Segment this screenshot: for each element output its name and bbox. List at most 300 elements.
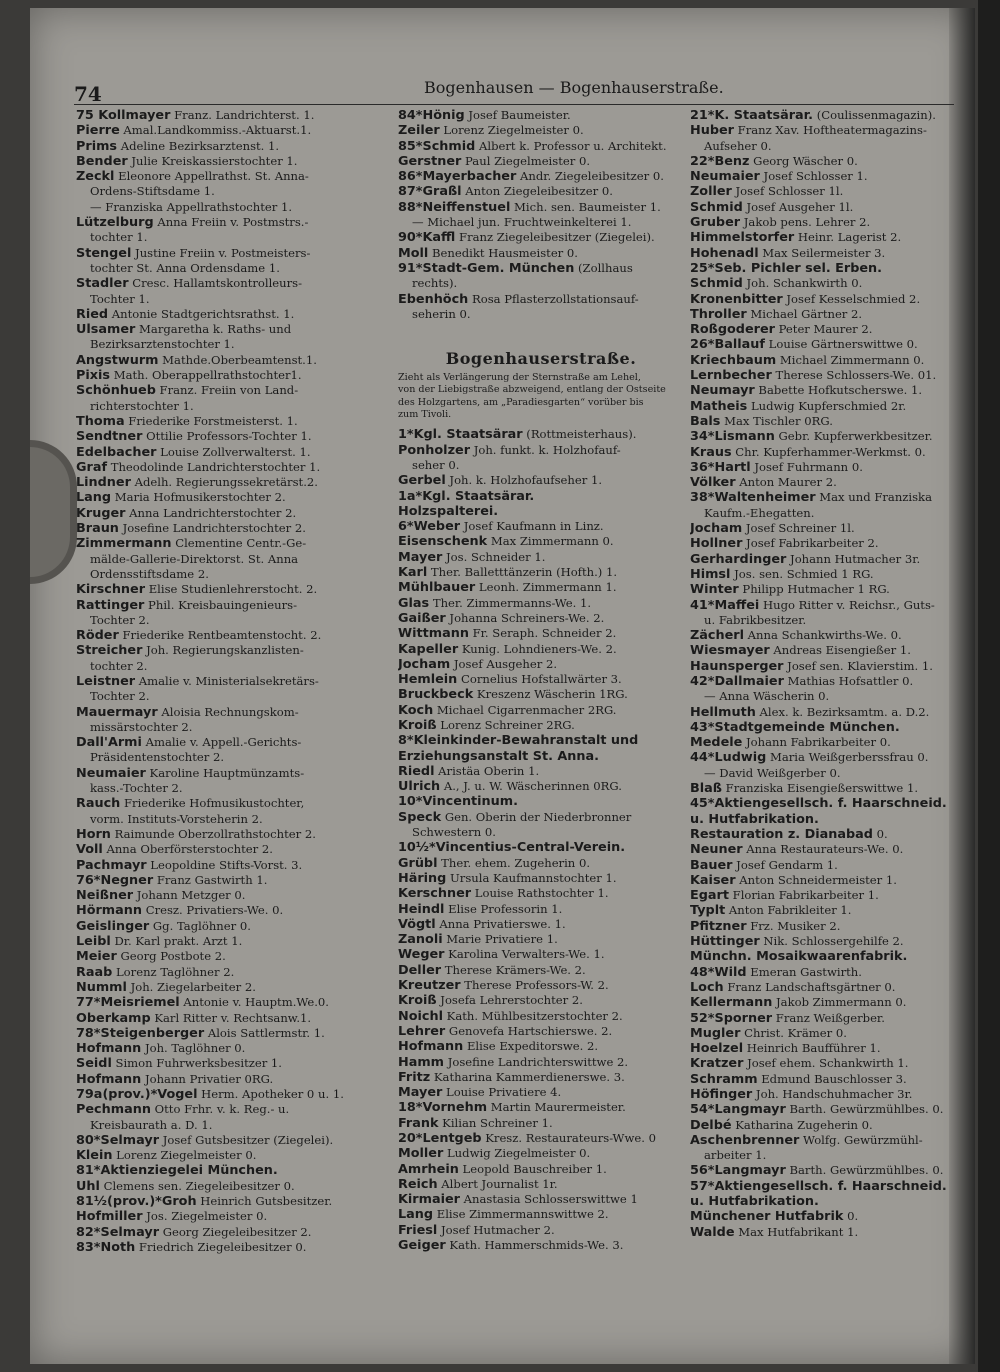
entry-name: Zimmermann: [76, 536, 172, 552]
entry-name: Pierre: [76, 123, 120, 139]
entry-name: 43*Stadtgemeinde München.: [690, 719, 900, 735]
entry-detail: Gen. Oberin der Niederbronner: [441, 809, 632, 824]
directory-entry: [398, 200, 684, 215]
entry-name: Jocham: [398, 656, 451, 672]
entry-name: Zoller: [690, 184, 732, 200]
directory-entry: [398, 886, 684, 901]
entry-detail: arbeiter 1.: [704, 1148, 767, 1163]
directory-entry: [690, 1072, 958, 1087]
directory-entry: [76, 1118, 394, 1133]
entry-detail: Josef Schlosser 1.: [759, 169, 868, 184]
entry-name: Mayer: [398, 1085, 443, 1101]
entry-detail: Alois Sattlermstr. 1.: [204, 1025, 325, 1040]
entry-detail: Rosa Pflasterzollstationsauf-: [468, 291, 639, 306]
entry-name: Ebenhöch: [398, 291, 469, 307]
entry-name: Schmid: [690, 199, 743, 215]
entry-detail: Anastasia Schlosserswittwe 1: [459, 1192, 638, 1207]
directory-entry: [76, 643, 394, 658]
entry-detail: Louise Rathstochter 1.: [471, 886, 609, 901]
entry-name: Moller: [398, 1146, 444, 1162]
directory-entry: [76, 766, 394, 781]
entry-name: 8*Kleinkinder-Bewahranstalt und: [398, 733, 639, 749]
entry-name: Gerhardinger: [690, 551, 787, 567]
directory-entry: [398, 550, 684, 565]
entry-detail: Josefine Landrichterswittwe 2.: [444, 1054, 629, 1069]
directory-entry: [398, 963, 684, 978]
entry-name: Matheis: [690, 398, 748, 414]
entry-detail: Joh. Regierungskanzlisten-: [142, 643, 304, 658]
running-head: Bogenhausen — Bogenhauserstraße.: [424, 78, 724, 97]
entry-detail: Lorenz Taglöhner 2.: [112, 964, 235, 979]
directory-entry: [398, 947, 684, 962]
entry-detail: Heinr. Lagerist 2.: [794, 230, 902, 245]
entry-detail: Frz. Musiker 2.: [746, 918, 841, 933]
entry-name: 26*Ballauf: [690, 337, 765, 353]
entry-name: Hemlein: [398, 672, 458, 688]
directory-entry: [690, 903, 958, 918]
entry-name: 38*Waltenheimer: [690, 490, 816, 506]
entry-detail: Philipp Hutmacher 1 RG.: [738, 582, 890, 597]
entry-name: Wittmann: [398, 626, 469, 642]
directory-entry: [398, 703, 684, 718]
directory-entry: [690, 475, 958, 490]
entry-name: 88*Neiffenstuel: [398, 199, 511, 215]
directory-entry: [398, 154, 684, 169]
entry-detail: Chr. Kupferhammer-Werkmst. 0.: [731, 444, 926, 459]
entry-detail: Josefa Lehrerstochter 2.: [436, 993, 583, 1008]
directory-entry: [76, 873, 394, 888]
entry-detail: Cresz. Privatiers-We. 0.: [142, 903, 284, 918]
entry-detail: Ursula Kaufmannstochter 1.: [446, 870, 617, 885]
entry-detail: Amalie v. Ministerialsekretärs-: [135, 673, 319, 688]
entry-detail: (Rottmeisterhaus).: [522, 427, 637, 442]
directory-entry: [690, 429, 958, 444]
directory-entry: [690, 567, 958, 582]
directory-entry: [398, 825, 684, 840]
directory-entry: [398, 779, 684, 794]
directory-entry: [690, 521, 958, 536]
entry-name: Ulsamer: [76, 322, 136, 338]
directory-entry: [690, 169, 958, 184]
entry-detail: Jos. sen. Schmied 1 RG.: [730, 566, 874, 581]
entry-detail: Lorenz Ziegelmeister 0.: [439, 123, 584, 138]
entry-name: 22*Benz: [690, 153, 750, 169]
entry-detail: 0.: [872, 826, 888, 841]
entry-name: 86*Mayerbacher: [398, 169, 517, 185]
entry-name: Kraus: [690, 444, 732, 460]
entry-detail: Franz Gastwirth 1.: [153, 872, 268, 887]
entry-detail: Lorenz Ziegelmeister 0.: [112, 1148, 257, 1163]
directory-entry: [76, 1133, 394, 1148]
entry-detail: Josef ehem. Schankwirth 1.: [743, 1056, 909, 1071]
directory-entry: [398, 1055, 684, 1070]
entry-detail: Michael Cigarrenmacher 2RG.: [433, 702, 617, 717]
entry-detail: Genovefa Hartschierswe. 2.: [445, 1023, 613, 1038]
entry-name: Heindl: [398, 901, 445, 917]
street-description: des Holzgartens, am „Paradiesgarten“ vorüber bis: [398, 396, 644, 408]
directory-entry: [76, 368, 394, 383]
directory-entry: [690, 1118, 958, 1133]
entry-name: Ponholzer: [398, 442, 471, 458]
directory-entry: [76, 184, 394, 199]
entry-name: Kronenbitter: [690, 291, 783, 307]
directory-entry: [398, 169, 684, 184]
entry-detail: Amal.Landkommiss.-Aktuarst.1.: [119, 123, 312, 138]
directory-entry: [76, 261, 394, 276]
entry-detail: Gebr. Kupferwerkbesitzer.: [774, 429, 933, 444]
entry-name: Hofmann: [398, 1039, 464, 1055]
directory-entry: [398, 292, 684, 307]
directory-entry: [76, 582, 394, 597]
directory-entry: [398, 1238, 684, 1253]
directory-entry: [690, 307, 958, 322]
directory-entry: [398, 810, 684, 825]
entry-detail: Math. Oberappellrathstochter1.: [110, 368, 302, 383]
entry-detail: — Michael jun. Fruchtweinkelterei 1.: [412, 215, 632, 230]
entry-detail: Edmund Bauschlosser 3.: [757, 1071, 907, 1086]
entry-name: Restauration z. Dianabad: [690, 826, 873, 842]
directory-entry: [76, 1179, 394, 1194]
entry-detail: Kreszenz Wäscherin 1RG.: [473, 687, 628, 702]
entry-detail: Kilian Schreiner 1.: [438, 1115, 553, 1130]
entry-name: 57*Aktiengesellsch. f. Haarschneid.: [690, 1178, 947, 1194]
directory-entry: [398, 794, 684, 809]
entry-name: Mugler: [690, 1025, 741, 1041]
directory-entry: [76, 506, 394, 521]
entry-detail: Kreisbaurath a. D. 1.: [90, 1117, 213, 1132]
directory-entry: [398, 611, 684, 626]
entry-name: Ulrich: [398, 779, 441, 795]
entry-detail: Kath. Hammerschmids-We. 3.: [445, 1238, 624, 1253]
entry-name: 1*Kgl. Staatsärar: [398, 427, 523, 443]
entry-detail: Aufseher 0.: [704, 138, 772, 153]
entry-name: Ried: [76, 306, 109, 322]
entry-name: Zanoli: [398, 932, 443, 948]
street-description: von der Liebigstraße abzweigend, entlang der Ostseite: [398, 384, 666, 396]
entry-name: Neuner: [690, 842, 743, 858]
directory-entry: [76, 842, 394, 857]
entry-name: Zächerl: [690, 628, 744, 644]
entry-name: 41*Maffei: [690, 597, 760, 613]
entry-name: Gruber: [690, 215, 741, 231]
directory-entry: [76, 1011, 394, 1026]
entry-detail: Cornelius Hofstallwärter 3.: [457, 672, 622, 687]
directory-entry: [690, 108, 958, 123]
entry-detail: Benedikt Hausmeister 0.: [428, 245, 578, 260]
directory-entry: [76, 720, 394, 735]
directory-entry: [76, 888, 394, 903]
directory-entry: [398, 123, 684, 138]
directory-entry: [398, 1116, 684, 1131]
directory-entry: [690, 965, 958, 980]
entry-name: Noichl: [398, 1008, 443, 1024]
entry-detail: Johann Hutmacher 3r.: [786, 551, 921, 566]
entry-detail: Heinrich Gutsbesitzer.: [196, 1194, 333, 1209]
entry-name: Kellermann: [690, 995, 773, 1011]
directory-entry: [398, 1100, 684, 1115]
column-2: [398, 108, 684, 1253]
entry-name: Mayer: [398, 549, 443, 565]
entry-detail: Anton Ziegeleibesitzer 0.: [461, 184, 613, 199]
entry-detail: Josef Kesselschmied 2.: [782, 291, 921, 306]
entry-detail: Johann Metzger 0.: [133, 888, 246, 903]
directory-entry: [690, 1011, 958, 1026]
entry-name: Bender: [76, 153, 128, 169]
directory-entry: [398, 1146, 684, 1161]
directory-entry: [690, 445, 958, 460]
directory-entry: [76, 858, 394, 873]
entry-detail: Hugo Ritter v. Reichsr., Guts-: [759, 597, 935, 612]
entry-name: 84*Hönig: [398, 108, 465, 123]
directory-entry: [690, 230, 958, 245]
entry-name: Münchn. Mosaikwaarenfabrik.: [690, 949, 908, 965]
entry-detail: Max und Franziska: [815, 490, 932, 505]
directory-entry: [398, 580, 684, 595]
entry-detail: Josef Ausgeher 2.: [450, 656, 558, 671]
entry-name: Deller: [398, 962, 442, 978]
entry-detail: Josef Kaufmann in Linz.: [460, 519, 604, 534]
entry-detail: Joh. Ziegelarbeiter 2.: [126, 979, 256, 994]
entry-name: Hohenadl: [690, 245, 759, 261]
entry-detail: Aristäa Oberin 1.: [434, 763, 540, 778]
entry-name: Klein: [76, 1148, 113, 1164]
entry-name: Gerstner: [398, 153, 462, 169]
entry-name: Pechmann: [76, 1102, 151, 1118]
entry-detail: Albert Journalist 1r.: [437, 1176, 558, 1191]
directory-entry: [398, 427, 684, 442]
directory-entry: [398, 1223, 684, 1238]
directory-entry: [398, 1131, 684, 1146]
directory-entry: [398, 902, 684, 917]
directory-entry: [690, 888, 958, 903]
entry-detail: Anton Schneidermeister 1.: [735, 872, 897, 887]
entry-detail: Fr. Seraph. Schneider 2.: [468, 626, 617, 641]
entry-detail: Anna Schankwirths-We. 0.: [744, 628, 902, 643]
entry-name: 6*Weber: [398, 519, 461, 535]
directory-entry: [398, 504, 684, 519]
directory-entry: [76, 735, 394, 750]
directory-entry: [76, 154, 394, 169]
directory-entry: [690, 1041, 958, 1056]
entry-detail: Andr. Ziegeleibesitzer 0.: [516, 169, 664, 184]
directory-entry: [690, 200, 958, 215]
entry-detail: Franz Ziegeleibesitzer (Ziegelei).: [455, 230, 655, 245]
entry-name: Zeckl: [76, 169, 115, 185]
entry-detail: Max Tischler 0RG.: [720, 413, 833, 428]
entry-name: Kapeller: [398, 641, 459, 657]
directory-entry: [690, 353, 958, 368]
entry-name: Wiesmayer: [690, 643, 770, 659]
entry-name: Streicher: [76, 643, 143, 659]
directory-entry: [690, 827, 958, 842]
entry-name: Prims: [76, 138, 118, 154]
column-1: [76, 108, 394, 1255]
entry-detail: Schwestern 0.: [412, 825, 496, 840]
entry-name: Schramm: [690, 1071, 758, 1087]
entry-name: Lang: [76, 490, 112, 506]
directory-entry: [398, 932, 684, 947]
directory-entry: [398, 871, 684, 886]
directory-entry: [398, 443, 684, 458]
entry-detail: kass.-Tochter 2.: [90, 781, 183, 796]
section-gap: [398, 322, 684, 346]
entry-name: Mühlbauer: [398, 580, 476, 596]
entry-detail: Karoline Hauptmünzamts-: [145, 765, 305, 780]
directory-entry: [690, 1194, 958, 1209]
entry-name: Friesl: [398, 1222, 438, 1238]
entry-name: Reich: [398, 1176, 438, 1192]
directory-entry: [690, 337, 958, 352]
entry-detail: Leopoldine Stifts-Vorst. 3.: [146, 857, 303, 872]
directory-entry: [690, 1209, 958, 1224]
entry-detail: Aloisia Rechnungskom-: [157, 704, 299, 719]
directory-entry: [398, 687, 684, 702]
entry-name: Koch: [398, 702, 434, 718]
directory-entry: [76, 903, 394, 918]
entry-name: 45*Aktiengesellsch. f. Haarschneid.: [690, 796, 947, 812]
entry-name: Fritz: [398, 1069, 431, 1085]
entry-name: Seidl: [76, 1056, 112, 1072]
entry-name: 42*Dallmaier: [690, 673, 784, 689]
entry-detail: Anna Freiin v. Postmstrs.-: [153, 215, 309, 230]
entry-name: 83*Noth: [76, 1239, 136, 1255]
entry-detail: Friederike Hofmusikustochter,: [120, 796, 305, 811]
entry-name: 10½*Vincentius-Central-Verein.: [398, 840, 626, 856]
directory-entry: [398, 657, 684, 672]
entry-name: Hofmiller: [76, 1209, 143, 1225]
entry-detail: Joh. Handschuhmacher 3r.: [752, 1087, 913, 1101]
entry-name: 79a(prov.)*Vogel: [76, 1087, 198, 1102]
entry-name: Höfinger: [690, 1087, 753, 1102]
directory-entry: [690, 934, 958, 949]
entry-detail: Heinrich Baufführer 1.: [743, 1041, 881, 1056]
entry-detail: Josef Baumeister.: [464, 108, 571, 122]
directory-entry: [76, 659, 394, 674]
entry-name: Graf: [76, 459, 108, 475]
entry-name: Oberkamp: [76, 1010, 151, 1026]
directory-entry: [690, 582, 958, 597]
directory-entry: [690, 659, 958, 674]
entry-detail: Max Zimmermann 0.: [487, 534, 614, 549]
directory-entry: [690, 1133, 958, 1148]
entry-name: Hüttinger: [690, 934, 760, 950]
entry-detail: Friederike Rentbeamtenstocht. 2.: [118, 628, 322, 643]
book-spine-edge: [978, 0, 1000, 1372]
directory-entry: [76, 1056, 394, 1071]
entry-name: Aschenbrenner: [690, 1132, 800, 1148]
entry-detail: Phil. Kreisbauingenieurs-: [144, 597, 298, 612]
directory-entry: [76, 1225, 394, 1240]
entry-detail: Leopold Bauschreiber 1.: [458, 1161, 607, 1176]
entry-detail: Amalie v. Appell.-Gerichts-: [141, 735, 302, 750]
entry-detail: Maria Hofmusikerstochter 2.: [111, 490, 286, 505]
entry-name: Pixis: [76, 368, 111, 384]
entry-detail: — Franziska Appellrathstochter 1.: [90, 199, 293, 214]
directory-entry: [76, 567, 394, 582]
directory-entry: [690, 980, 958, 995]
directory-entry: [398, 1162, 684, 1177]
directory-entry: [398, 1192, 684, 1207]
entry-name: 20*Lentgeb: [398, 1131, 482, 1146]
directory-entry: [76, 123, 394, 138]
entry-name: Kreutzer: [398, 978, 461, 994]
entry-name: Stengel: [76, 245, 132, 261]
directory-entry: [76, 1102, 394, 1117]
entry-name: 87*Graßl: [398, 184, 462, 200]
entry-name: Roßgoderer: [690, 322, 775, 338]
entry-detail: Clemens sen. Ziegeleibesitzer 0.: [99, 1178, 295, 1193]
entry-name: Neißner: [76, 888, 134, 904]
entry-name: Röder: [76, 628, 119, 644]
entry-name: 34*Lismann: [690, 429, 775, 445]
directory-entry: [76, 475, 394, 490]
entry-detail: Elise Expeditorswe. 2.: [463, 1039, 599, 1054]
entry-detail: Georg Ziegeleibesitzer 2.: [159, 1224, 312, 1239]
entry-detail: Lorenz Schreiner 2RG.: [436, 717, 575, 732]
directory-entry: [398, 565, 684, 580]
entry-name: Speck: [398, 809, 442, 825]
entry-name: Meier: [76, 949, 117, 965]
entry-name: Hollner: [690, 536, 743, 552]
entry-name: Numml: [76, 979, 127, 995]
entry-name: Kirmaier: [398, 1192, 460, 1208]
directory-entry: [76, 1194, 394, 1209]
entry-name: Hofmann: [76, 1041, 142, 1057]
entry-detail: Franz. Freiin von Land-: [155, 383, 299, 398]
entry-detail: Josef Hutmacher 2.: [437, 1222, 555, 1237]
directory-entry: [690, 154, 958, 169]
entry-name: 78*Steigenberger: [76, 1025, 205, 1041]
entry-name: Bruckbeck: [398, 687, 474, 703]
entry-name: Holzspalterei.: [398, 503, 499, 519]
entry-name: Raab: [76, 964, 113, 980]
entry-detail: 0.: [843, 1209, 859, 1224]
entry-name: Typlt: [690, 903, 726, 919]
entry-name: Delbé: [690, 1117, 732, 1133]
entry-detail: Babette Hofkutscherswe. 1.: [754, 383, 923, 398]
entry-detail: Wolfg. Gewürzmühl-: [799, 1132, 923, 1147]
entry-detail: Simon Fuhrwerksbesitzer 1.: [111, 1056, 282, 1071]
entry-name: Kroiß: [398, 993, 437, 1009]
entry-name: Hoelzel: [690, 1041, 744, 1057]
entry-name: Häring: [398, 870, 447, 886]
entry-detail: Anna Landrichterstochter 2.: [125, 505, 297, 520]
directory-entry: [76, 796, 394, 811]
directory-entry: [76, 689, 394, 704]
entry-name: Glas: [398, 595, 430, 611]
entry-name: Uhl: [76, 1178, 100, 1194]
entry-detail: Justine Freiin v. Postmeisters-: [131, 245, 311, 260]
directory-entry: [398, 718, 684, 733]
directory-entry: [690, 1225, 958, 1240]
entry-detail: Ordensstiftsdame 2.: [90, 566, 209, 581]
entry-detail: Anton Fabrikleiter 1.: [725, 903, 852, 918]
entry-detail: Josef Fuhrmann 0.: [750, 459, 863, 474]
entry-detail: Dr. Karl prakt. Arzt 1.: [110, 934, 243, 949]
directory-entry: [690, 720, 958, 735]
entry-name: Angstwurm: [76, 352, 159, 368]
entry-detail: Adeline Bezirksarztenst. 1.: [117, 138, 280, 153]
directory-entry: [398, 1207, 684, 1222]
entry-name: u. Hutfabrikation.: [690, 811, 819, 827]
entry-detail: Georg Wäscher 0.: [749, 153, 858, 168]
entry-name: Kirschner: [76, 582, 146, 598]
directory-entry: [690, 123, 958, 138]
directory-entry: [398, 519, 684, 534]
entry-name: Erziehungsanstalt St. Anna.: [398, 748, 600, 764]
column-3: [690, 108, 958, 1240]
directory-entry: [398, 458, 684, 473]
